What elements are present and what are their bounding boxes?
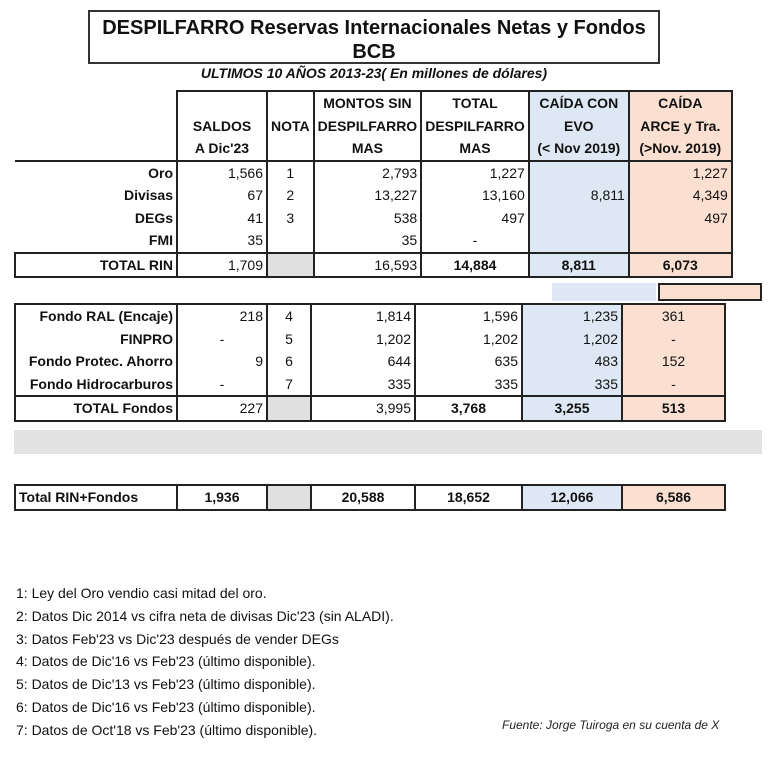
arce-cell: 1,227 [629, 161, 732, 185]
header-total-1: TOTAL [421, 91, 529, 115]
arce-cell: - [622, 328, 725, 351]
nota-cell: 3 [267, 207, 314, 230]
total-cell: 1,227 [421, 161, 529, 185]
evo-cell: 1,235 [522, 304, 622, 328]
header-saldos-1 [177, 91, 267, 115]
total-fondos-nota [267, 396, 311, 421]
arce-cell: 4,349 [629, 184, 732, 207]
saldo-cell: 67 [177, 184, 267, 207]
table-row [15, 161, 732, 185]
footnote: 4: Datos de Dic'16 vs Feb'23 (último disponible). [16, 653, 316, 670]
total-fondos-label: TOTAL Fondos [15, 396, 177, 421]
header-saldos-2: SALDOS [177, 115, 267, 138]
header-montos-1: MONTOS SIN [314, 91, 422, 115]
rin-table [14, 90, 733, 278]
saldo-cell: 35 [177, 229, 267, 253]
footnotes [16, 582, 394, 742]
saldo-cell: 41 [177, 207, 267, 230]
total-fondos-montos: 3,995 [311, 396, 415, 421]
header-arce-2: ARCE y Tra. [629, 115, 732, 138]
row-label: Oro [15, 161, 177, 185]
row-label: FMI [15, 229, 177, 253]
footnote: 1: Ley del Oro vendio casi mitad del oro. [16, 585, 267, 601]
table-row [15, 207, 732, 230]
header-nota-2: NOTA [267, 115, 314, 138]
grand-total-arce: 6,586 [622, 485, 725, 510]
title-box [88, 10, 660, 81]
row-label: Fondo Protec. Ahorro [15, 350, 177, 373]
header-arce-1: CAÍDA [629, 91, 732, 115]
header-arce-3: (>Nov. 2019) [629, 137, 732, 161]
header-montos-3: MAS [314, 137, 422, 161]
total-rin-row [15, 253, 732, 278]
header-nota-3 [267, 137, 314, 161]
header-total-2: DESPILFARRO [421, 115, 529, 138]
table-row [15, 373, 725, 397]
montos-cell: 13,227 [314, 184, 422, 207]
evo-cell: 1,202 [522, 328, 622, 351]
header-row [15, 91, 732, 115]
saldo-cell: 9 [177, 350, 267, 373]
table-row [15, 304, 725, 328]
total-cell: 1,596 [415, 304, 522, 328]
footnote: 2: Datos Dic 2014 vs cifra neta de divisas Dic'23 (sin ALADI). [16, 607, 394, 624]
saldo-cell: 1,566 [177, 161, 267, 185]
grand-total-row [15, 485, 725, 510]
header-row [15, 137, 732, 161]
nota-cell: 5 [267, 328, 311, 351]
header-evo-3: (< Nov 2019) [529, 137, 629, 161]
evo-cell: 483 [522, 350, 622, 373]
montos-cell: 538 [314, 207, 422, 230]
arce-cell [629, 229, 732, 253]
grand-total-table [14, 484, 726, 511]
total-rin-total: 14,884 [421, 253, 529, 278]
saldo-cell: - [177, 373, 267, 397]
fondos-table [14, 303, 726, 422]
grand-total-montos: 20,588 [311, 485, 415, 510]
footnote: 7: Datos de Oct'18 vs Feb'23 (último disponible). [16, 721, 318, 738]
montos-cell: 335 [311, 373, 415, 397]
arce-cell: - [622, 373, 725, 397]
total-fondos-arce: 513 [622, 396, 725, 421]
row-label: Fondo RAL (Encaje) [15, 304, 177, 328]
total-rin-montos: 16,593 [314, 253, 422, 278]
separator-band [14, 430, 762, 454]
header-total-3: MAS [421, 137, 529, 161]
montos-cell: 644 [311, 350, 415, 373]
montos-cell: 1,814 [311, 304, 415, 328]
total-cell: 13,160 [421, 184, 529, 207]
header-nota-1 [267, 91, 314, 115]
source-credit: Fuente: Jorge Tuiroga en su cuenta de X [502, 718, 720, 732]
row-label: FINPRO [15, 328, 177, 351]
total-cell: 497 [421, 207, 529, 230]
table-row [15, 328, 725, 351]
header-saldos-3: A Dic'23 [177, 137, 267, 161]
evo-cell [529, 207, 629, 230]
evo-cell [529, 161, 629, 185]
grand-total-evo: 12,066 [522, 485, 622, 510]
montos-cell: 2,793 [314, 161, 422, 185]
grand-total-saldo: 1,936 [177, 485, 267, 510]
total-rin-arce: 6,073 [629, 253, 732, 278]
header-montos-2: DESPILFARRO [314, 115, 422, 138]
total-cell: 335 [415, 373, 522, 397]
nota-cell: 1 [267, 161, 314, 185]
total-fondos-evo: 3,255 [522, 396, 622, 421]
header-row [15, 115, 732, 138]
arce-cell: 497 [629, 207, 732, 230]
evo-cell: 8,811 [529, 184, 629, 207]
total-cell: 635 [415, 350, 522, 373]
saldo-cell: 218 [177, 304, 267, 328]
page-title: DESPILFARRO Reservas Internacionales Netas y Fondos BCB [102, 17, 646, 63]
total-fondos-total: 3,768 [415, 396, 522, 421]
footnote: 3: Datos Feb'23 vs Dic'23 después de vender DEGs [16, 630, 339, 647]
nota-cell: 6 [267, 350, 311, 373]
total-rin-label: TOTAL RIN [15, 253, 177, 278]
header-evo-2: EVO [529, 115, 629, 138]
footnote: 5: Datos de Dic'13 vs Feb'23 (último disponible). [16, 676, 316, 693]
total-fondos-saldo: 227 [177, 396, 267, 421]
saldo-cell: - [177, 328, 267, 351]
nota-cell: 4 [267, 304, 311, 328]
table-row [15, 229, 732, 253]
evo-cell [529, 229, 629, 253]
row-label: Divisas [15, 184, 177, 207]
evo-cell: 335 [522, 373, 622, 397]
arce-cell: 152 [622, 350, 725, 373]
header-evo-1: CAÍDA CON [529, 91, 629, 115]
total-rin-saldo: 1,709 [177, 253, 267, 278]
arce-spacer [658, 283, 762, 301]
table-row [15, 350, 725, 373]
row-label: Fondo Hidrocarburos [15, 373, 177, 397]
arce-cell: 361 [622, 304, 725, 328]
footnote: 6: Datos de Dic'16 vs Feb'23 (último disponible). [16, 698, 316, 715]
montos-cell: 1,202 [311, 328, 415, 351]
grand-total-total: 18,652 [415, 485, 522, 510]
grand-total-label: Total RIN+Fondos [15, 485, 177, 510]
total-fondos-row [15, 396, 725, 421]
nota-cell [267, 229, 314, 253]
evo-spacer [552, 283, 656, 301]
nota-cell: 2 [267, 184, 314, 207]
row-label: DEGs [15, 207, 177, 230]
table-row [15, 184, 732, 207]
total-rin-nota [267, 253, 314, 278]
total-rin-evo: 8,811 [529, 253, 629, 278]
total-cell: - [421, 229, 529, 253]
page-subtitle: ULTIMOS 10 AÑOS 2013-23( En millones de dólares) [200, 65, 548, 81]
nota-cell: 7 [267, 373, 311, 397]
grand-total-nota [267, 485, 311, 510]
total-cell: 1,202 [415, 328, 522, 351]
montos-cell: 35 [314, 229, 422, 253]
